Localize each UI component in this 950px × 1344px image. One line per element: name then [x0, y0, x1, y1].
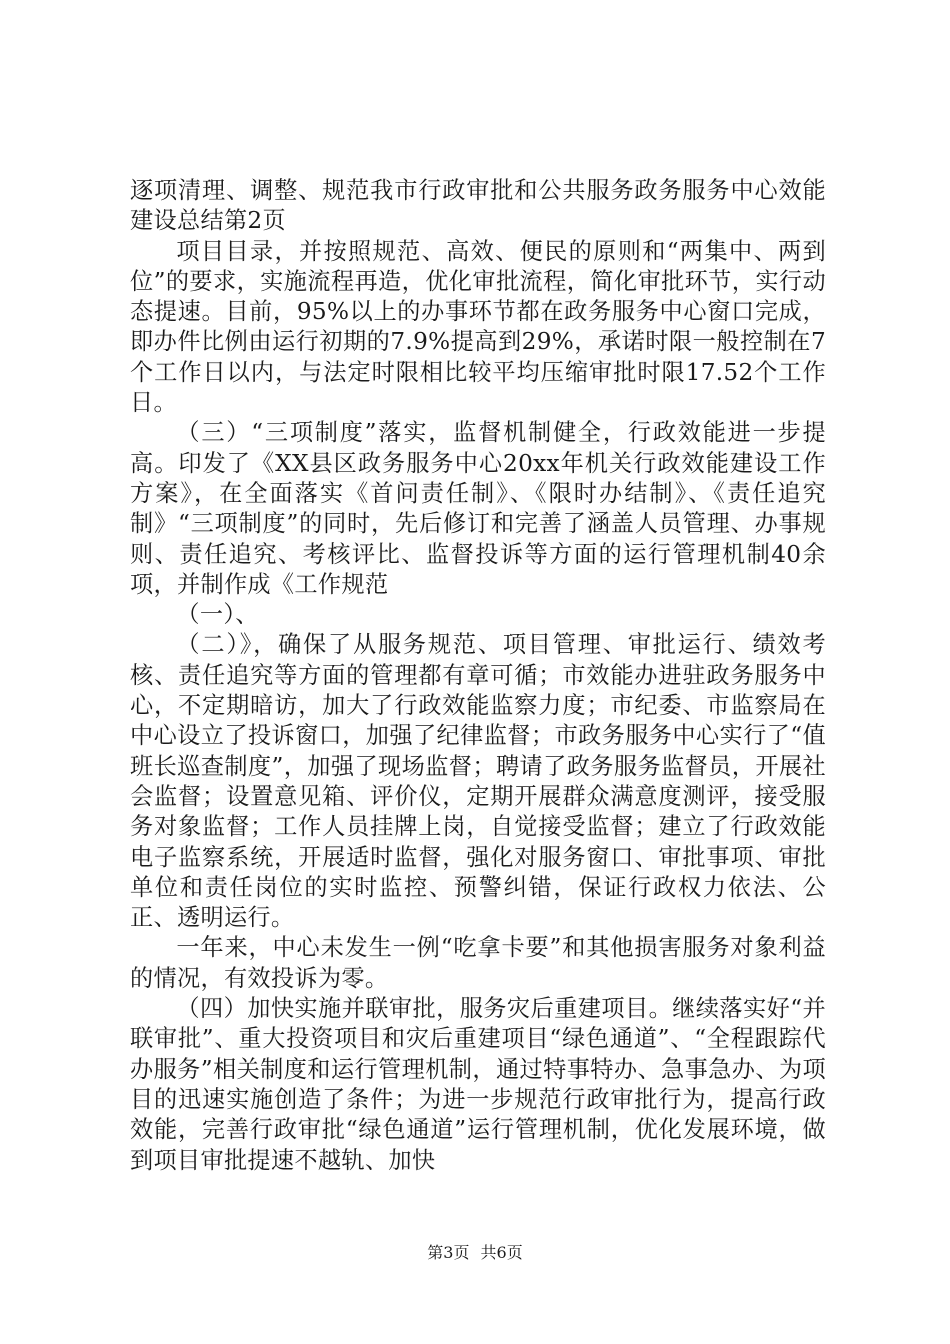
paragraph-2: （三）“三项制度”落实，监督机制健全，行政效能进一步提高。印发了《XX县区政务服务中心20xx年机关行政效能建设工作方案》，在全面落实《首问责任制》、《限时办结制》、《责任追究制》“三项制度”的同时，先后修订和完善了涵盖人员管理、办事规则、责任追究、考核评比、监督投诉等方面的运行管理机制40余项，并制作成《工作规范 — [130, 419, 826, 598]
paragraph-5: 一年来，中心未发生一例“吃拿卡要”和其他损害服务对象利益的情况，有效投诉为零。 — [130, 934, 826, 992]
document-body — [130, 176, 826, 1176]
page-footer — [0, 1243, 950, 1263]
paragraph-4: （二）》，确保了从服务规范、项目管理、审批运行、绩效考核、责任追究等方面的管理都有章可循；市效能办进驻政务服务中心，不定期暗访，加大了行政效能监察力度；市纪委、市监察局在中心设立了投诉窗口，加强了纪律监督；市政务服务中心实行了“值班长巡查制度”，加强了现场监督；聘请了政务服务监督员，开展社会监督；设置意见箱、评价仪，定期开展群众满意度测评，接受服务对象监督；工作人员挂牌上岗，自觉接受监督；建立了行政效能电子监察系统，开展适时监督，强化对服务窗口、审批事项、审批单位和责任岗位的实时监控、预警纠错，保证行政权力依法、公正、透明运行。 — [130, 631, 826, 932]
paragraph-1: 项目目录，并按照规范、高效、便民的原则和“两集中、两到位”的要求，实施流程再造，优化审批流程，简化审批环节，实行动态提速。目前，95%以上的办事环节都在政务服务中心窗口完成，即办件比例由运行初期的7.9%提高到29%，承诺时限一般控制在7个工作日以内，与法定时限相比较平均压缩审批时限17.52个工作日。 — [130, 237, 826, 417]
total-page-count: 共6页 — [480, 1243, 523, 1262]
paragraph-6: （四）加快实施并联审批，服务灾后重建项目。继续落实好“并联审批”、重大投资项目和灾后重建项目“绿色通道”、“全程跟踪代办服务”相关制度和运行管理机制，通过特事特办、急事急办、为项目的迅速实施创造了条件；为进一步规范行政审批行为，提高行政效能，完善行政审批“绿色通道”运行管理机制，优化发展环境，做到项目审批提速不越轨、加快 — [130, 995, 826, 1174]
paragraph-3: （一）、 — [176, 601, 259, 629]
document-title: 逐项清理、调整、规范我市行政审批和公共服务政务服务中心效能建设总结第2页 — [130, 177, 826, 235]
current-page-number: 第3页 — [427, 1243, 470, 1262]
